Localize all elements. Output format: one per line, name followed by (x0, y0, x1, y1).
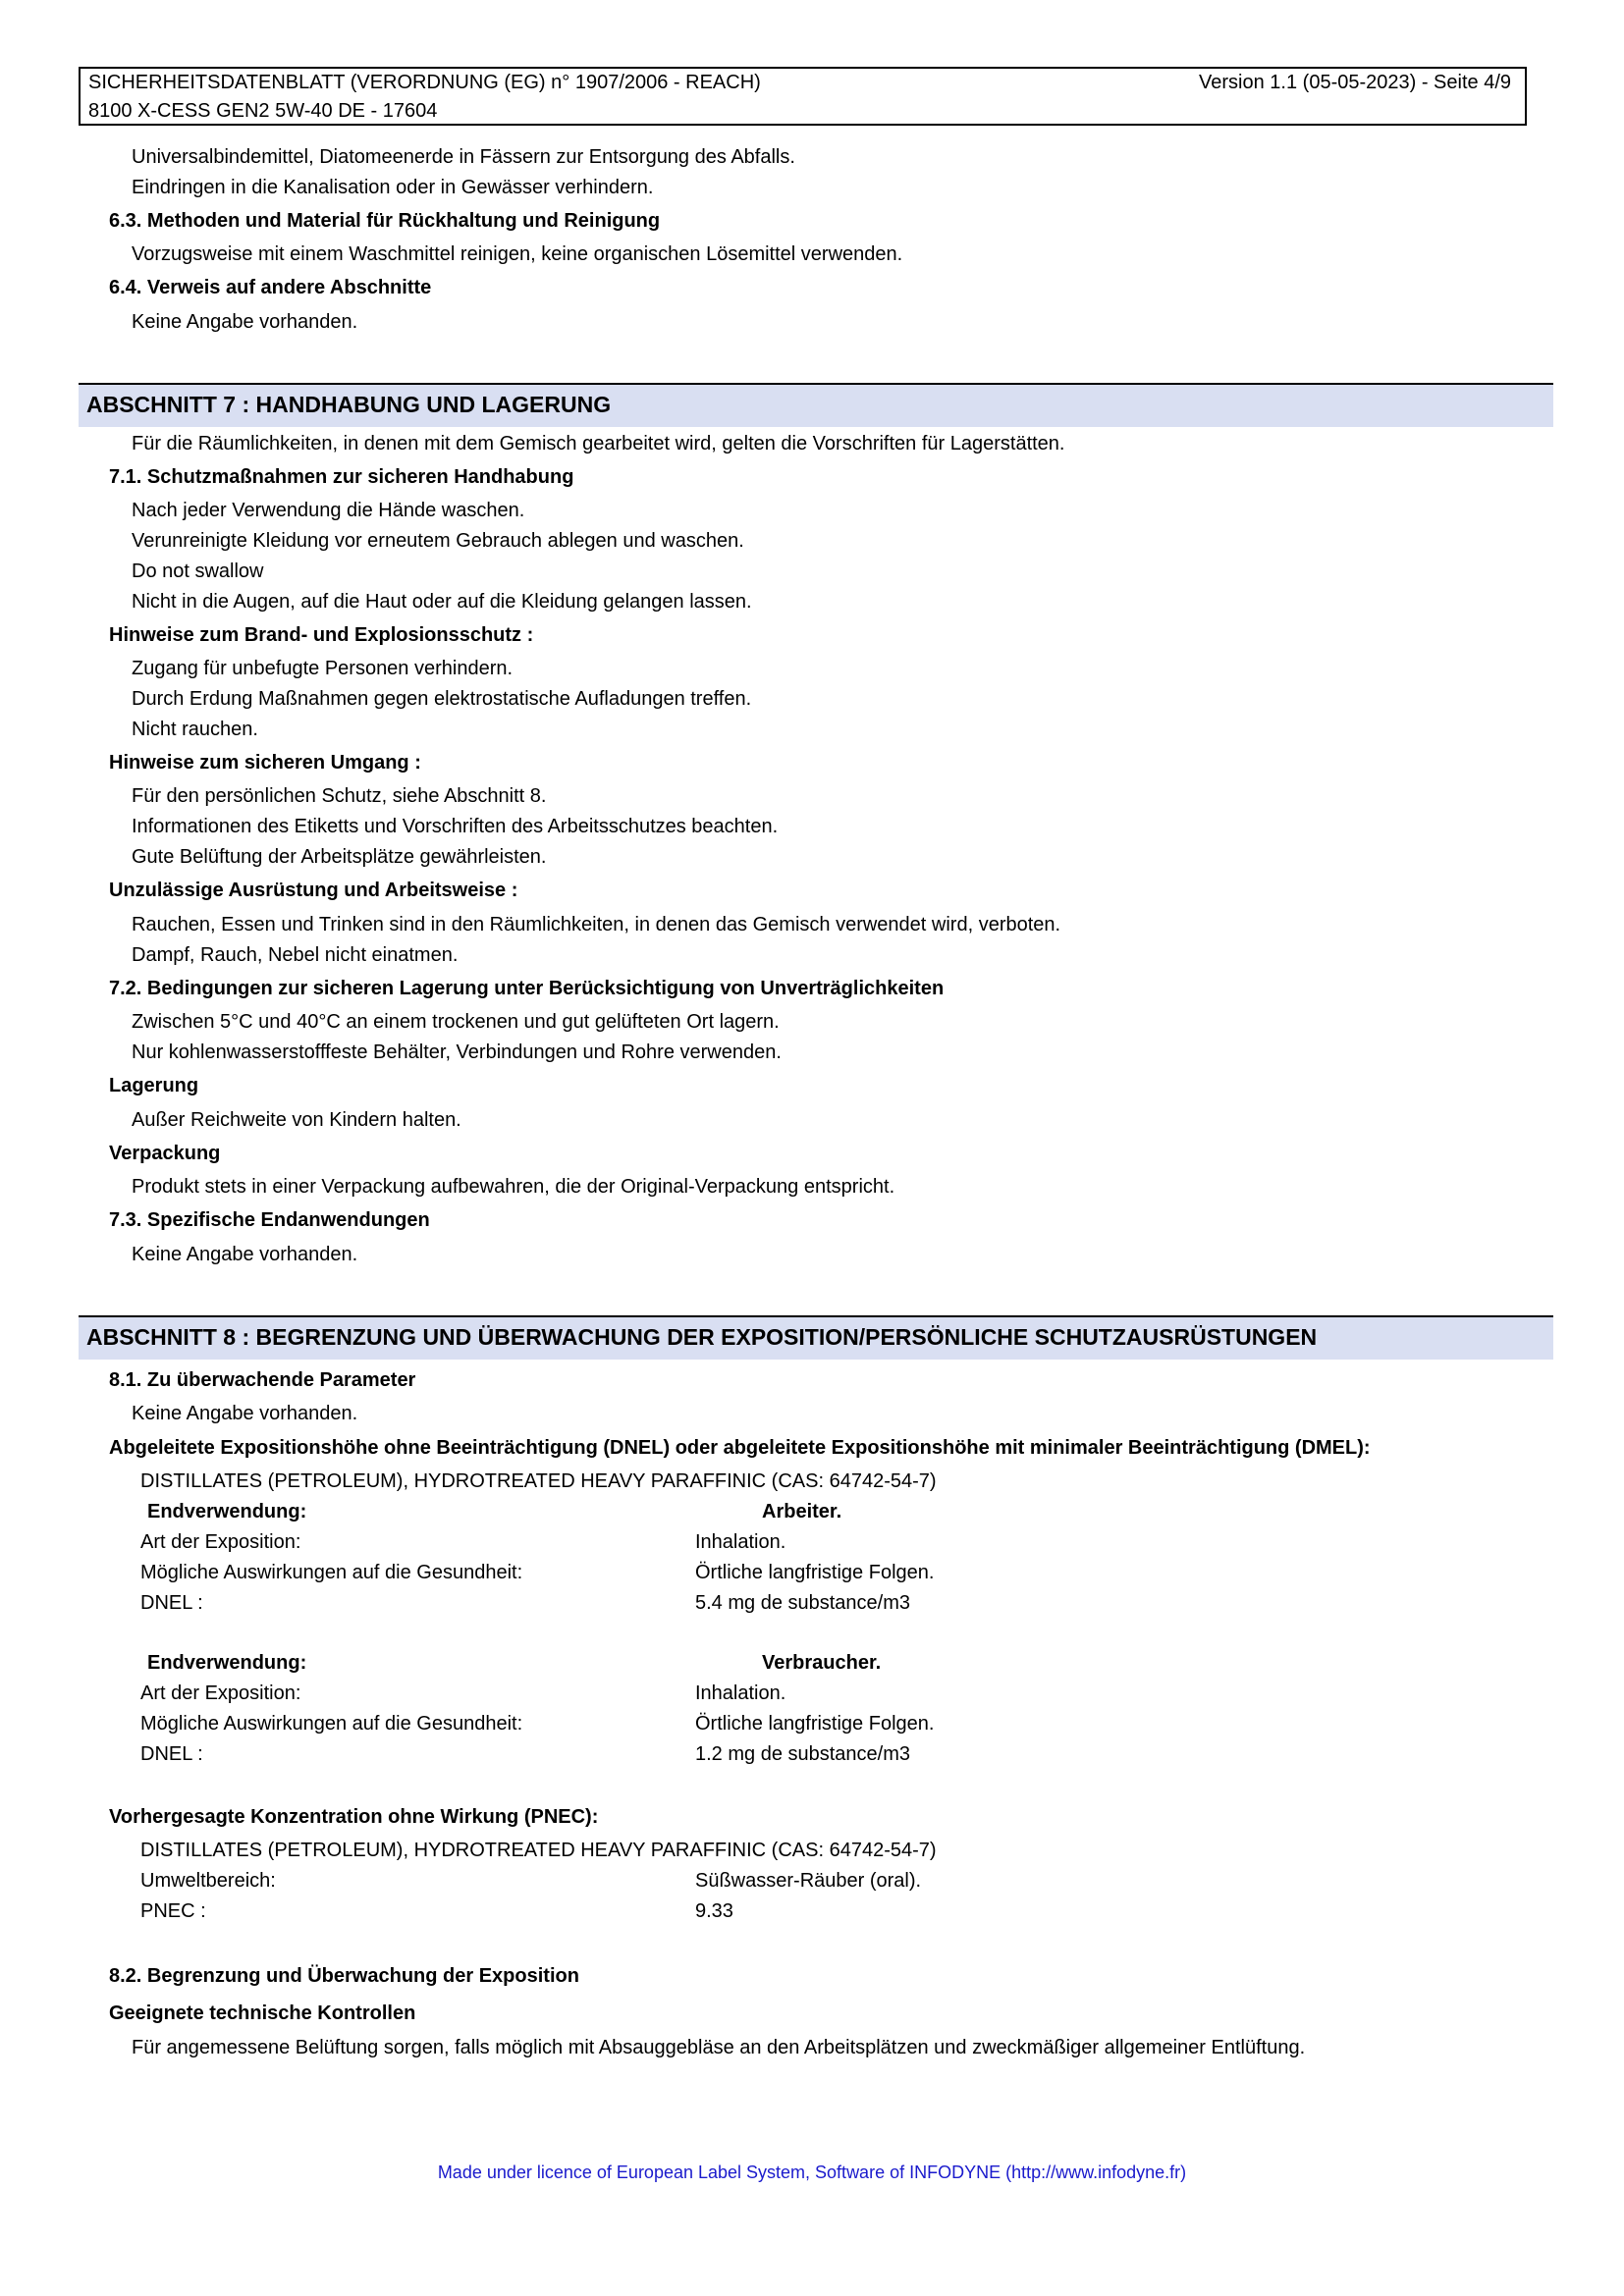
paragraph: Dampf, Rauch, Nebel nicht einatmen. (132, 944, 459, 966)
health-effects-label: Mögliche Auswirkungen auf die Gesundheit: (140, 1713, 523, 1735)
paragraph: Produkt stets in einer Verpackung aufbewahren, die der Original-Verpackung entspricht. (132, 1176, 895, 1198)
paragraph: Zugang für unbefugte Personen verhindern. (132, 658, 514, 679)
end-use-value: Verbraucher. (762, 1652, 882, 1674)
paragraph: Durch Erdung Maßnahmen gegen elektrostatische Aufladungen treffen. (132, 688, 752, 710)
section-heading-8: ABSCHNITT 8 : BEGRENZUNG UND ÜBERWACHUNG DER EXPOSITION/PERSÖNLICHE SCHUTZAUSRÜSTUNGEN (79, 1315, 1553, 1360)
health-effects-value: Örtliche langfristige Folgen. (695, 1562, 935, 1583)
paragraph: Gute Belüftung der Arbeitsplätze gewährleisten. (132, 846, 547, 868)
paragraph: Außer Reichweite von Kindern halten. (132, 1109, 461, 1131)
subsection-heading-7-1: 7.1. Schutzmaßnahmen zur sicheren Handhabung (109, 466, 574, 488)
dnel-value: 5.4 mg de substance/m3 (695, 1592, 911, 1614)
subheading-technical-controls: Geeignete technische Kontrollen (109, 2002, 416, 2024)
paragraph: Nach jeder Verwendung die Hände waschen. (132, 500, 525, 521)
subsection-heading-6-3: 6.3. Methoden und Material für Rückhaltung und Reinigung (109, 210, 661, 232)
document-title: SICHERHEITSDATENBLATT (VERORDNUNG (EG) n° 1907/2006 - REACH) (88, 72, 761, 93)
subsection-heading-6-4: 6.4. Verweis auf andere Abschnitte (109, 277, 432, 298)
paragraph: Keine Angabe vorhanden. (132, 1244, 358, 1265)
exposure-type-label: Art der Exposition: (140, 1531, 301, 1553)
paragraph: Verunreinigte Kleidung vor erneutem Gebrauch ablegen und waschen. (132, 530, 744, 552)
subheading-dnel-dmel: Abgeleitete Expositionshöhe ohne Beeinträchtigung (DNEL) oder abgeleitete Expositionshöhe mit minimaler Beeinträchtigung (DMEL): (109, 1437, 1371, 1459)
pnec-label: PNEC : (140, 1900, 206, 1922)
subsection-heading-7-3: 7.3. Spezifische Endanwendungen (109, 1209, 430, 1231)
paragraph: Vorzugsweise mit einem Waschmittel reinigen, keine organischen Lösemittel verwenden. (132, 243, 903, 265)
subheading-pnec: Vorhergesagte Konzentration ohne Wirkung (PNEC): (109, 1806, 599, 1828)
paragraph: Zwischen 5°C und 40°C an einem trockenen und gut gelüfteten Ort lagern. (132, 1011, 780, 1033)
end-use-label: Endverwendung: (147, 1501, 307, 1522)
section-heading-7: ABSCHNITT 7 : HANDHABUNG UND LAGERUNG (79, 383, 1553, 427)
environment-value: Süßwasser-Räuber (oral). (695, 1870, 922, 1892)
subheading-packaging: Verpackung (109, 1143, 221, 1164)
version-page-info: Version 1.1 (05-05-2023) - Seite 4/9 (1199, 72, 1511, 93)
end-use-value: Arbeiter. (762, 1501, 842, 1522)
subsection-heading-7-2: 7.2. Bedingungen zur sicheren Lagerung unter Berücksichtigung von Unverträglichkeiten (109, 978, 945, 999)
exposure-type-value: Inhalation. (695, 1531, 786, 1553)
subheading-brand-explosion: Hinweise zum Brand- und Explosionsschutz : (109, 624, 534, 646)
subsection-heading-8-2: 8.2. Begrenzung und Überwachung der Exposition (109, 1965, 579, 1987)
health-effects-label: Mögliche Auswirkungen auf die Gesundheit: (140, 1562, 523, 1583)
paragraph: Do not swallow (132, 561, 264, 582)
paragraph: Informationen des Etiketts und Vorschriften des Arbeitsschutzes beachten. (132, 816, 779, 837)
paragraph: Für angemessene Belüftung sorgen, falls möglich mit Absauggebläse an den Arbeitsplätzen und zweckmäßiger allgemeiner Entlüftung. (132, 2037, 1306, 2058)
health-effects-value: Örtliche langfristige Folgen. (695, 1713, 935, 1735)
exposure-type-value: Inhalation. (695, 1682, 786, 1704)
footer-licence-note: Made under licence of European Label System, Software of INFODYNE (http://www.infodyne.fr) (437, 2163, 1187, 2182)
subheading-storage: Lagerung (109, 1075, 199, 1096)
dnel-label: DNEL : (140, 1743, 203, 1765)
paragraph: Rauchen, Essen und Trinken sind in den Räumlichkeiten, in denen das Gemisch verwendet wird, verboten. (132, 914, 1061, 935)
product-name: 8100 X-CESS GEN2 5W-40 DE - 17604 (88, 100, 438, 122)
environment-label: Umweltbereich: (140, 1870, 276, 1892)
paragraph: Nur kohlenwasserstofffeste Behälter, Verbindungen und Rohre verwenden. (132, 1041, 782, 1063)
subheading-prohibited-practices: Unzulässige Ausrüstung und Arbeitsweise : (109, 880, 518, 901)
paragraph: Eindringen in die Kanalisation oder in Gewässer verhindern. (132, 177, 654, 198)
dnel-value: 1.2 mg de substance/m3 (695, 1743, 911, 1765)
paragraph: Universalbindemittel, Diatomeenerde in Fässern zur Entsorgung des Abfalls. (132, 146, 795, 168)
paragraph: Nicht rauchen. (132, 719, 258, 740)
subheading-safe-handling: Hinweise zum sicheren Umgang : (109, 752, 421, 774)
dnel-label: DNEL : (140, 1592, 203, 1614)
exposure-type-label: Art der Exposition: (140, 1682, 301, 1704)
paragraph: Keine Angabe vorhanden. (132, 311, 358, 333)
substance-name: DISTILLATES (PETROLEUM), HYDROTREATED HEAVY PARAFFINIC (CAS: 64742-54-7) (140, 1840, 937, 1861)
pnec-value: 9.33 (695, 1900, 733, 1922)
paragraph: Für den persönlichen Schutz, siehe Abschnitt 8. (132, 785, 547, 807)
document-header (79, 67, 1527, 126)
end-use-label: Endverwendung: (147, 1652, 307, 1674)
paragraph: Für die Räumlichkeiten, in denen mit dem Gemisch gearbeitet wird, gelten die Vorschriften für Lagerstätten. (132, 433, 1065, 454)
paragraph: Keine Angabe vorhanden. (132, 1403, 358, 1424)
substance-name: DISTILLATES (PETROLEUM), HYDROTREATED HEAVY PARAFFINIC (CAS: 64742-54-7) (140, 1470, 937, 1492)
subsection-heading-8-1: 8.1. Zu überwachende Parameter (109, 1369, 416, 1391)
paragraph: Nicht in die Augen, auf die Haut oder auf die Kleidung gelangen lassen. (132, 591, 752, 613)
